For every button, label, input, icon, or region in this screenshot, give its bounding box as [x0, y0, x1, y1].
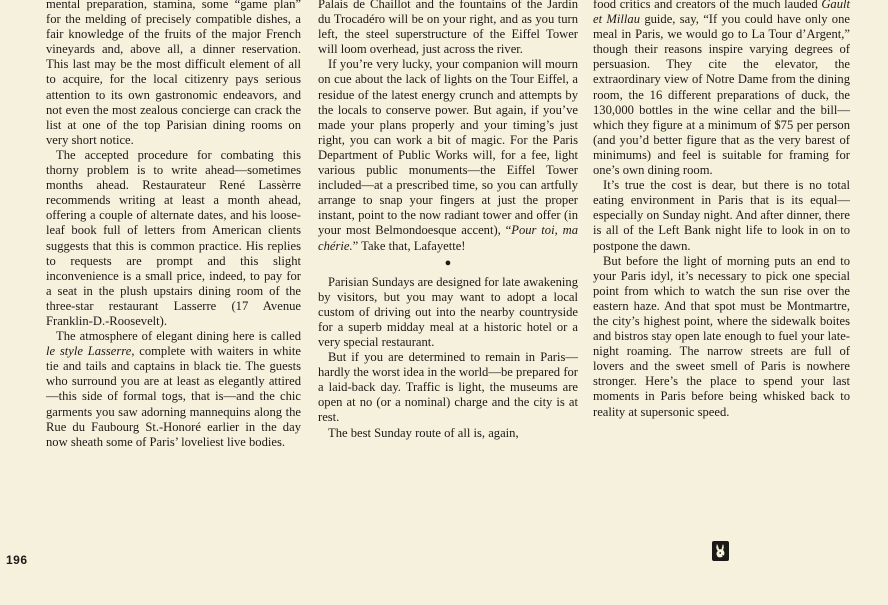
paragraph: The accepted procedure for combating this thorny problem is to write ahead—sometimes months ahead. Restaurateur René Lassèrre recommends writing at least a month ahead, offering a couple of alternate dates, and his loose-leaf book full of letters from American clients suggests that this is common practice. His replies to requests are prompt and this slight inconvenience is a small price, indeed, to pay for a seat in the plush upstairs dining room of the three-star restaurant Lasserre (17 Avenue Franklin-D.-Roosevelt). [46, 147, 301, 328]
paragraph: But if you are determined to remain in Paris—hardly the worst idea in the world—be prepared for a laid-back day. Traffic is light, the museums are open at no (or a nominal) charge and the city is at rest. [318, 350, 578, 425]
paragraph: mental preparation, stamina, some “game plan” for the melding of precisely compatible dishes, a fair knowledge of the fruits of the major French vineyards and, above all, a dinner reservation. This last may be the most difficult element of all to acquire, for the local citizenry pays serious attention to its own gastronomic endeavors, and not even the most zealous concierge can crack the list at one of the top Parisian dining rooms on very short notice. [46, 0, 301, 147]
rabbit-head-icon [712, 541, 729, 561]
paragraph-text: , complete with waiters in white tie and tails and captains in black tie. The guests who surround you are at least as elegantly attired—this side of formal togs, that is—and the chic garments you saw adorning mannequins along the Rue du Faubourg St.-Honoré earlier in the day now sheath some of Paris’ loveliest live bodies. [46, 344, 301, 449]
paragraph-text: food critics and creators of the much lauded [593, 0, 822, 11]
paragraph: Parisian Sundays are designed for late awakening by visitors, but you may want to adopt a local custom of driving out into the nearby countryside for a superb midday meal at a historic hotel or a very special restaurant. [318, 274, 578, 349]
paragraph-text: The atmosphere of elegant dining here is called [56, 329, 301, 344]
italic-phrase: Pour toi, ma chérie. [318, 223, 578, 253]
paragraph: But before the light of morning puts an end to your Paris idyl, it’s necessary to pick one special point from which to watch the sun rise over the eastern haze. And that spot must be Montmartre, the city’s highest point, where the sidewalk boites and bistros stay open late enough to fuel your late-night roaming. The narrow streets are full of lovers and the sweet smell of Paris is nowhere stronger. Here’s the place to spend your last moments in Paris before being whisked back to reality at supersonic speed. [593, 253, 850, 419]
paragraph: It’s true the cost is dear, but there is no total eating environment in Paris that is its equal—especially on Sunday night. And after dinner, there is all of the Left Bank night life to look in on to postpone the dawn. [593, 178, 850, 253]
paragraph: The best Sunday route of all is, again, [328, 425, 519, 440]
text-column-left [46, 0, 301, 450]
italic-phrase: le style Lasserre [46, 344, 132, 359]
paragraph-text: If you’re very lucky, your companion will mourn on cue about the lack of lights on the Tour Eiffel, a residue of the latest energy crunch and attempts by the locals to conserve power. But again, if you’ve made your plans properly and your timing’s just right, you can work a bit of magic. For the Paris Department of Public Works will, for a fee, light various public monuments—the Eiffel Tower included—at a prescribed time, so you can artfully arrange to snap your fingers at just the proper instant, point to the now radiant tower and offer (in your most Belmondoesque accent), “ [318, 57, 578, 238]
text-column-right [593, 0, 850, 420]
italic-phrase: Gault et Millau [593, 0, 850, 27]
paragraph-text: ” Take that, Lafayette! [352, 238, 466, 253]
paragraph [46, 329, 301, 450]
paragraph-text: guide, say, “If you could have only one meal in Paris, we would go to La Tour d’Argent,” though their reasons inspire varying degrees of persuasion. They cite the elevator, the extraordinary view of Notre Dame from the dining room, the 16 different preparations of duck, the 130,000 bottles in the wine cellar and the bill—which they figure at a minimum of $75 per person (and you’d better figure that as the very barest of minimums) and feel is suitable for framing for one’s own dining room. [593, 12, 850, 178]
paragraph [593, 0, 850, 178]
paragraph [318, 57, 578, 253]
page-number: 196 [6, 553, 28, 567]
paragraph: Palais de Chaillot and the fountains of the Jardin du Trocadéro will be on your right, and as you turn left, the steel superstructure of the Eiffel Tower will loom overhead, just across the river. [318, 0, 578, 57]
text-column-middle [318, 0, 578, 441]
section-divider-bullet: ● [444, 256, 452, 269]
